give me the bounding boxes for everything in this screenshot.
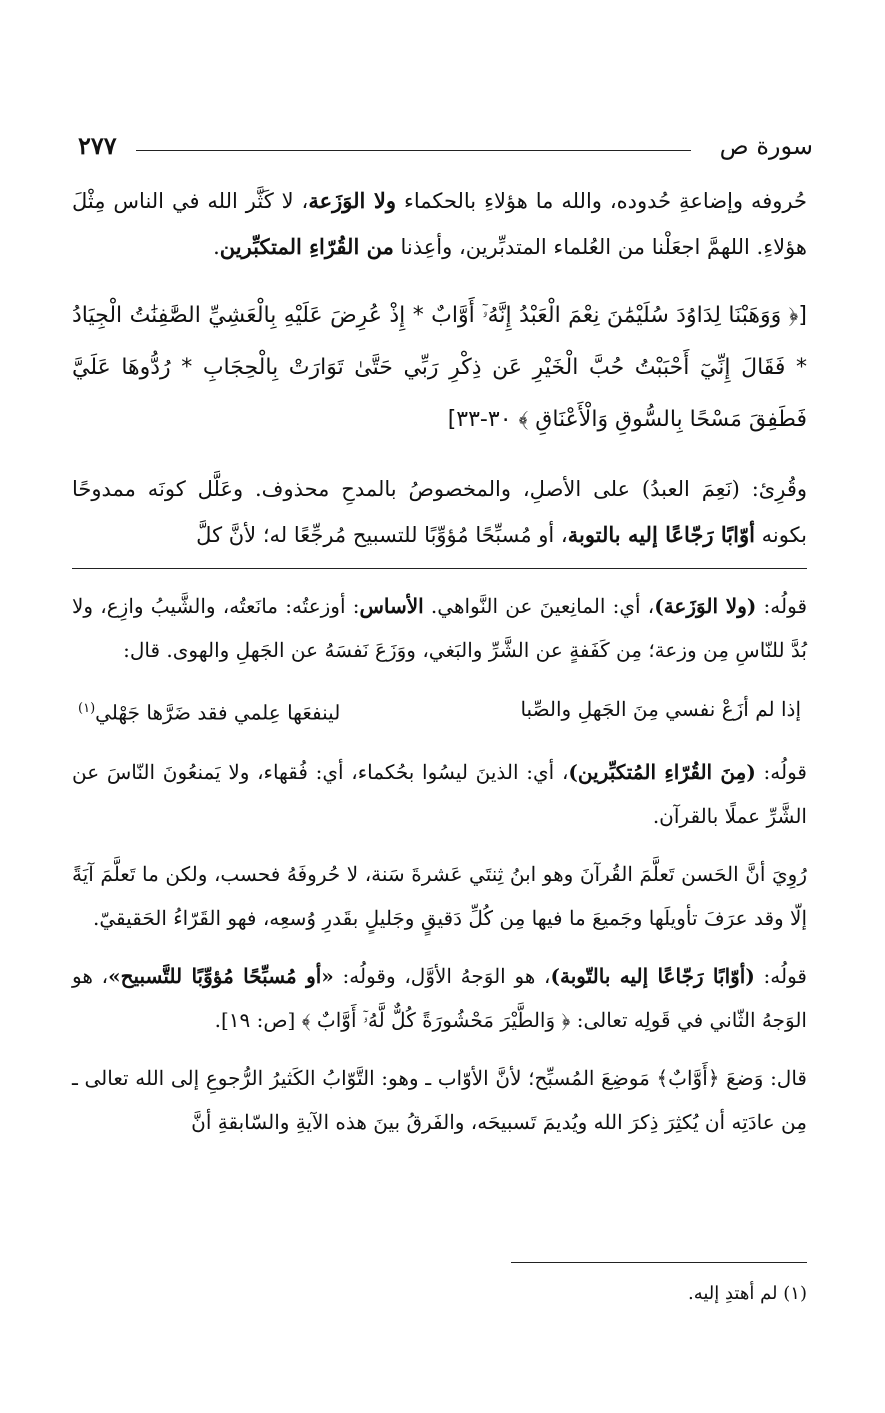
commentary-paragraph-5: قال: وَضعَ ﴿أَوَّابٌ﴾ مَوضِعَ المُسبِّح؛ لأنَّ الأوّاب ـ وهو: التَّوّابُ الكَثيرُ الرُّجوعِ إلى الله تعالى ـ مِن عادَتِه أن يُكثِرَ ذِكرَ الله ويُديمَ تَسبيحَه، والفَرقُ بينَ هذه الآيةِ والسّابقةِ أنَّ — [72, 1065, 807, 1134]
footnote — [72, 1276, 807, 1312]
text-run: ، هو الوَجهُ الأوَّل، وقولُه: — [333, 963, 551, 988]
quoted-phrase: ولا الوَزَعة — [308, 188, 397, 213]
text-run: ، أي: الذينَ ليسُوا بحُكماء، أي: فُقهاء، ولا يَمنعُونَ النّاسَ عن الشَّرِّ عملًا بالقرآن. — [72, 759, 807, 828]
surah-title: سورة ص — [719, 132, 813, 160]
main-paragraph-1 — [72, 178, 807, 270]
text-run: لينفعَها عِلمي فقد ضَرَّها جَهْلي — [95, 700, 341, 725]
quoted-phrase: (ولا الوَزَعة) — [654, 594, 757, 618]
source-name: الأساس — [359, 594, 424, 618]
footnote-separator — [511, 1262, 807, 1263]
commentary-paragraph-2 — [72, 750, 807, 838]
text-run: ، أو مُسبِّحًا مُؤوِّبًا للتسبيح مُرجِّعًا له؛ لأنَّ كلَّ — [196, 523, 568, 547]
text-run: حُروفه وإضاعةِ حُدوده، والله ما هؤلاءِ بالحكماء — [396, 189, 807, 213]
quoted-phrase: من القُرّاءِ المتكبِّرين — [219, 234, 394, 259]
commentary-paragraph-4 — [72, 954, 807, 1042]
header-rule — [136, 150, 691, 151]
commentary-paragraph-1 — [72, 584, 807, 672]
page-number: ٢٧٧ — [78, 131, 117, 160]
text-run: قولُه: — [754, 963, 807, 988]
page-header — [78, 128, 813, 164]
text-run: وقُرِئ: (نَعِمَ العبدُ) على الأصلِ، والمخصوصُ بالمدحِ محذوف. وعَلَّل كونَه ممدوحًا بكونه — [72, 477, 807, 547]
poem-hemistich-first: إذا لم أزَعْ نفسي مِنَ الجَهلِ والصِّبا — [520, 697, 801, 721]
text-run: ، لا كَثَّر الله في الناس مِثْلَ هؤلاءِ. اللهمَّ اجعَلْنا من العُلماء المتدبِّرين، وأعِذنا — [72, 189, 807, 259]
footnote-marker: (١) — [78, 701, 96, 716]
poem-verse — [72, 686, 807, 736]
main-text — [72, 178, 807, 558]
text-run: ، أي: المانِعينَ عن النَّواهي. — [423, 594, 655, 618]
quran-verse: [﴿ وَوَهَبْنَا لِدَاوُدَ سُلَيْمَٰنَ نِعْمَ الْعَبْدُ إِنَّهُۥٓ أَوَّابٌ * إِذْ عُرِضَ عَلَيْهِ بِالْعَشِيِّ الصَّٰفِنَٰتُ الْجِيَادُ * فَقَالَ إِنِّيٓ أَحْبَبْتُ حُبَّ الْخَيْرِ عَن ذِكْرِ رَبِّي حَتَّىٰ تَوَارَتْ بِالْحِجَابِ * رُدُّوهَا عَلَيَّ فَطَفِقَ مَسْحًا بِالسُّوقِ وَالْأَعْنَاقِ ﴾ ٣٠-٣٣] — [72, 303, 807, 432]
text-run: قولُه: — [756, 594, 807, 618]
poem-hemistich-second — [78, 686, 340, 736]
quoted-phrase: «أو مُسبِّحًا مُؤوِّبًا للتَّسبيح» — [108, 963, 334, 988]
text-run: ، هو الوَجهُ الثّاني في قَولِه تعالى: ﴿ وَالطَّيْرَ مَحْشُورَةً كُلٌّ لَّهُۥٓ أَوَّابٌ ﴾ [ص: ١٩]. — [72, 963, 807, 1032]
footnote-text: (١) لم أهتدِ إليه. — [687, 1283, 807, 1304]
commentary-paragraph-3: رُوِيَ أنَّ الحَسن تَعلَّمَ القُرآنَ وهو ابنُ ثِنتَي عَشرةَ سَنة، لا حُروفَهُ فحسب، ولكن ما تَعلَّمَ آيَةً إلّا وقد عرَفَ تأويلَها وجَميعَ ما فيها مِن كُلِّ دَقيقٍ وجَليلٍ بقَدرِ وُسعِه، فهو القَرّاءُ الحَقيقيّ. — [72, 861, 807, 930]
quoted-phrase: (مِنَ القُرّاءِ المُتكبِّرين) — [568, 759, 756, 784]
quoted-phrase: أوّابًا رَجّاعًا إليه بالتوبة — [567, 522, 755, 547]
commentary-separator — [72, 568, 807, 569]
text-run: . — [213, 235, 220, 259]
commentary-text — [72, 584, 807, 1144]
text-run: : أوزعتُه: مانَعتُه، والشَّيبُ وازِع، ولا بُدَّ للنّاسِ مِن وزعة؛ مِن كَفَفةٍ عن الشَّرِّ والبَغي، ووَزَعَ نَفسَهُ عن الجَهلِ والهوى. قال: — [72, 594, 807, 662]
main-paragraph-2 — [72, 466, 807, 558]
quoted-phrase: (أوّابًا رَجّاعًا إليه بالتّوبة) — [550, 963, 755, 988]
text-run: قولُه: — [755, 759, 807, 784]
